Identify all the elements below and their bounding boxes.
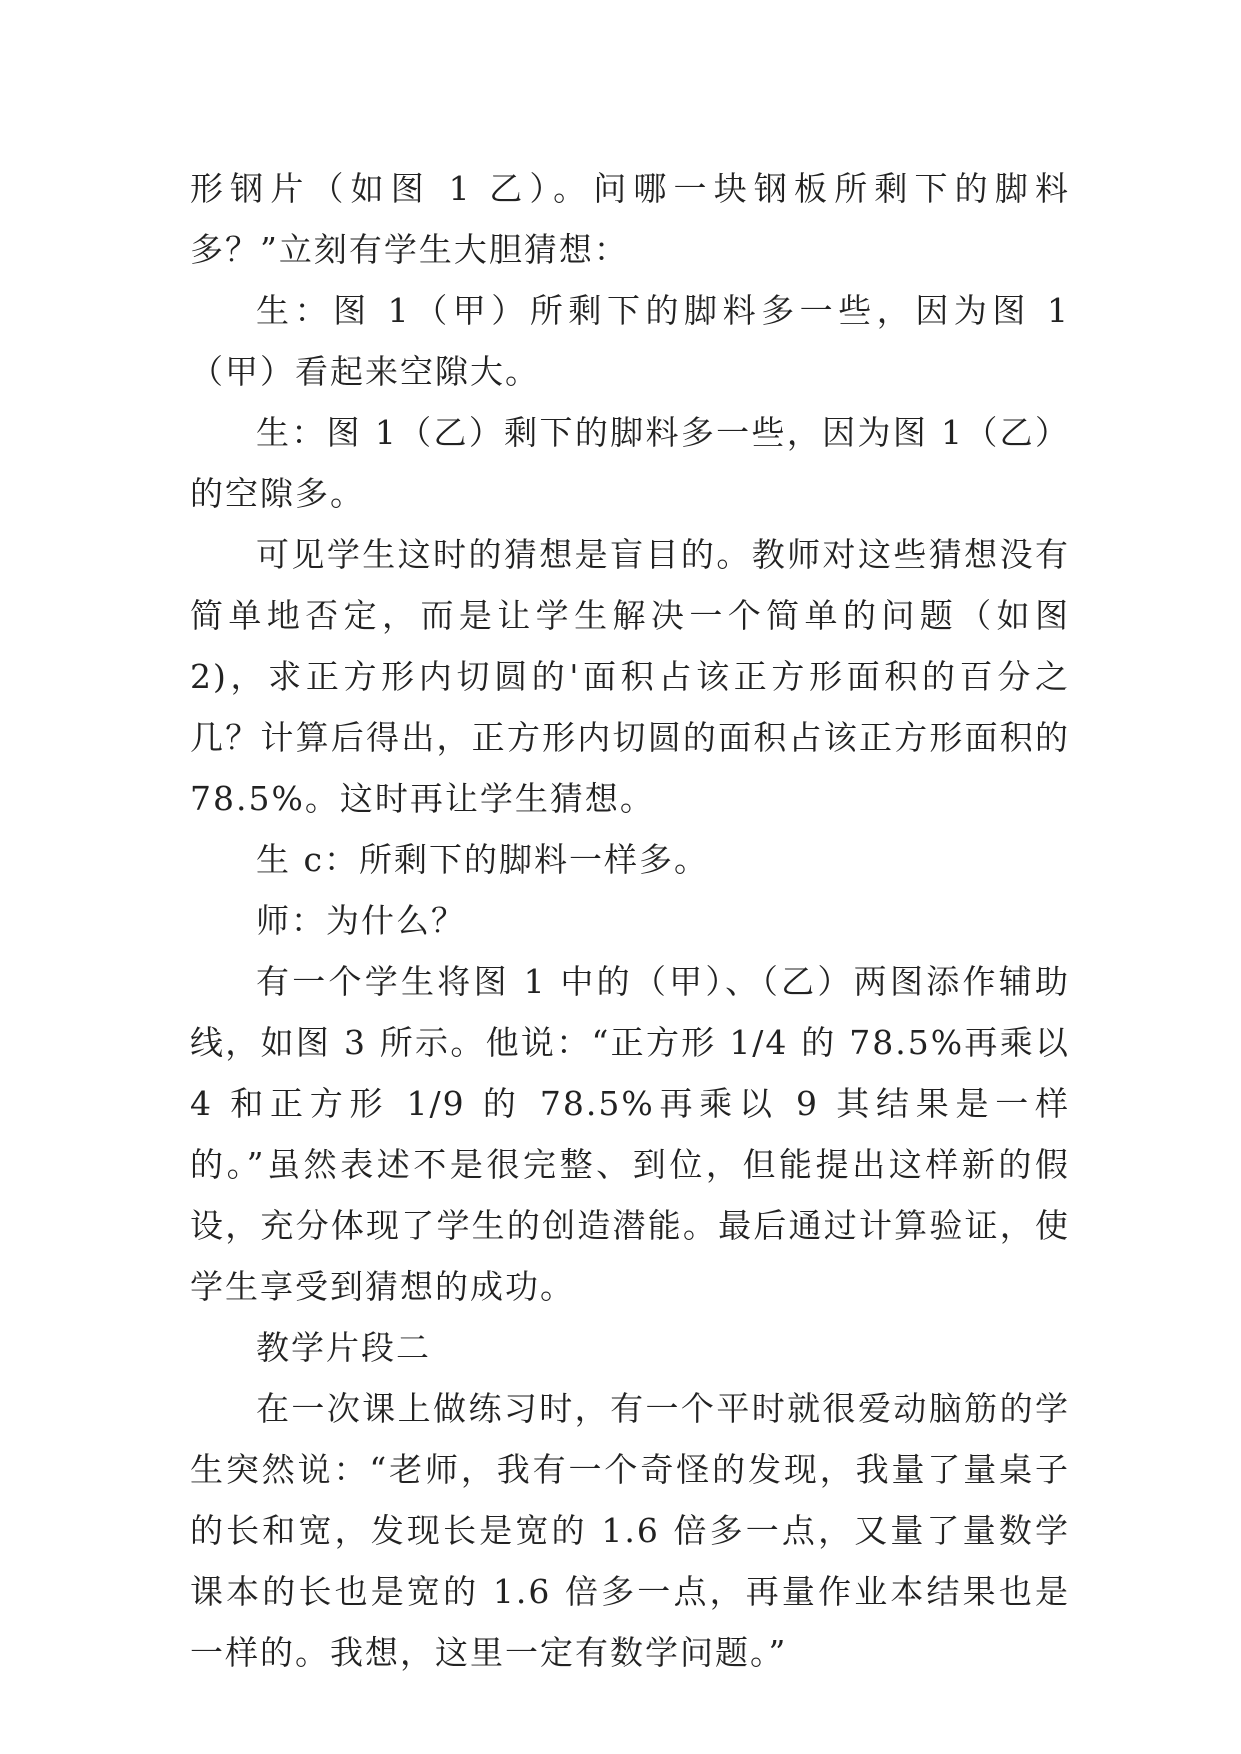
paragraph-6: 师：为什么？	[256, 901, 466, 940]
paragraph-3: 生：图 1（乙）剩下的脚料多一些，因为图 1（乙）的空隙多。	[190, 413, 1070, 513]
paragraph-1: 形钢片（如图 1 乙）。问哪一块钢板所剩下的脚料多？”立刻有学生大胆猜想：	[190, 169, 1070, 269]
paragraph-7: 有一个学生将图 1 中的（甲）、（乙）两图添作辅助线，如图 3 所示。他说：“正方形 1/4 的 78.5%再乘以 4 和正方形 1/9 的 78.5%再乘以 9 其结果是一样的。”虽然表述不是很完整、到位，但能提出这样新的假设，充分体现了学生的创造潜能。最后通过计算验证，使学生享受到猜想的成功。	[190, 962, 1070, 1306]
paragraph-2: 生：图 1（甲）所剩下的脚料多一些，因为图 1（甲）看起来空隙大。	[190, 291, 1070, 391]
section-heading: 教学片段二	[256, 1328, 431, 1367]
paragraph-5: 生 c：所剩下的脚料一样多。	[256, 840, 709, 879]
paragraph-4: 可见学生这时的猜想是盲目的。教师对这些猜想没有简单地否定，而是让学生解决一个简单的问题（如图 2)，求正方形内切圆的'面积占该正方形面积的百分之几？计算后得出，正方形内切圆的面积占该正方形面积的 78.5%。这时再让学生猜想。	[190, 535, 1070, 818]
paragraph-8: 在一次课上做练习时，有一个平时就很爱动脑筋的学生突然说：“老师，我有一个奇怪的发现，我量了量桌子的长和宽，发现长是宽的 1.6 倍多一点，又量了量数学课本的长也是宽的 1.6 倍多一点，再量作业本结果也是一样的。我想，这里一定有数学问题。”	[190, 1389, 1070, 1672]
document-body	[190, 158, 1070, 1683]
